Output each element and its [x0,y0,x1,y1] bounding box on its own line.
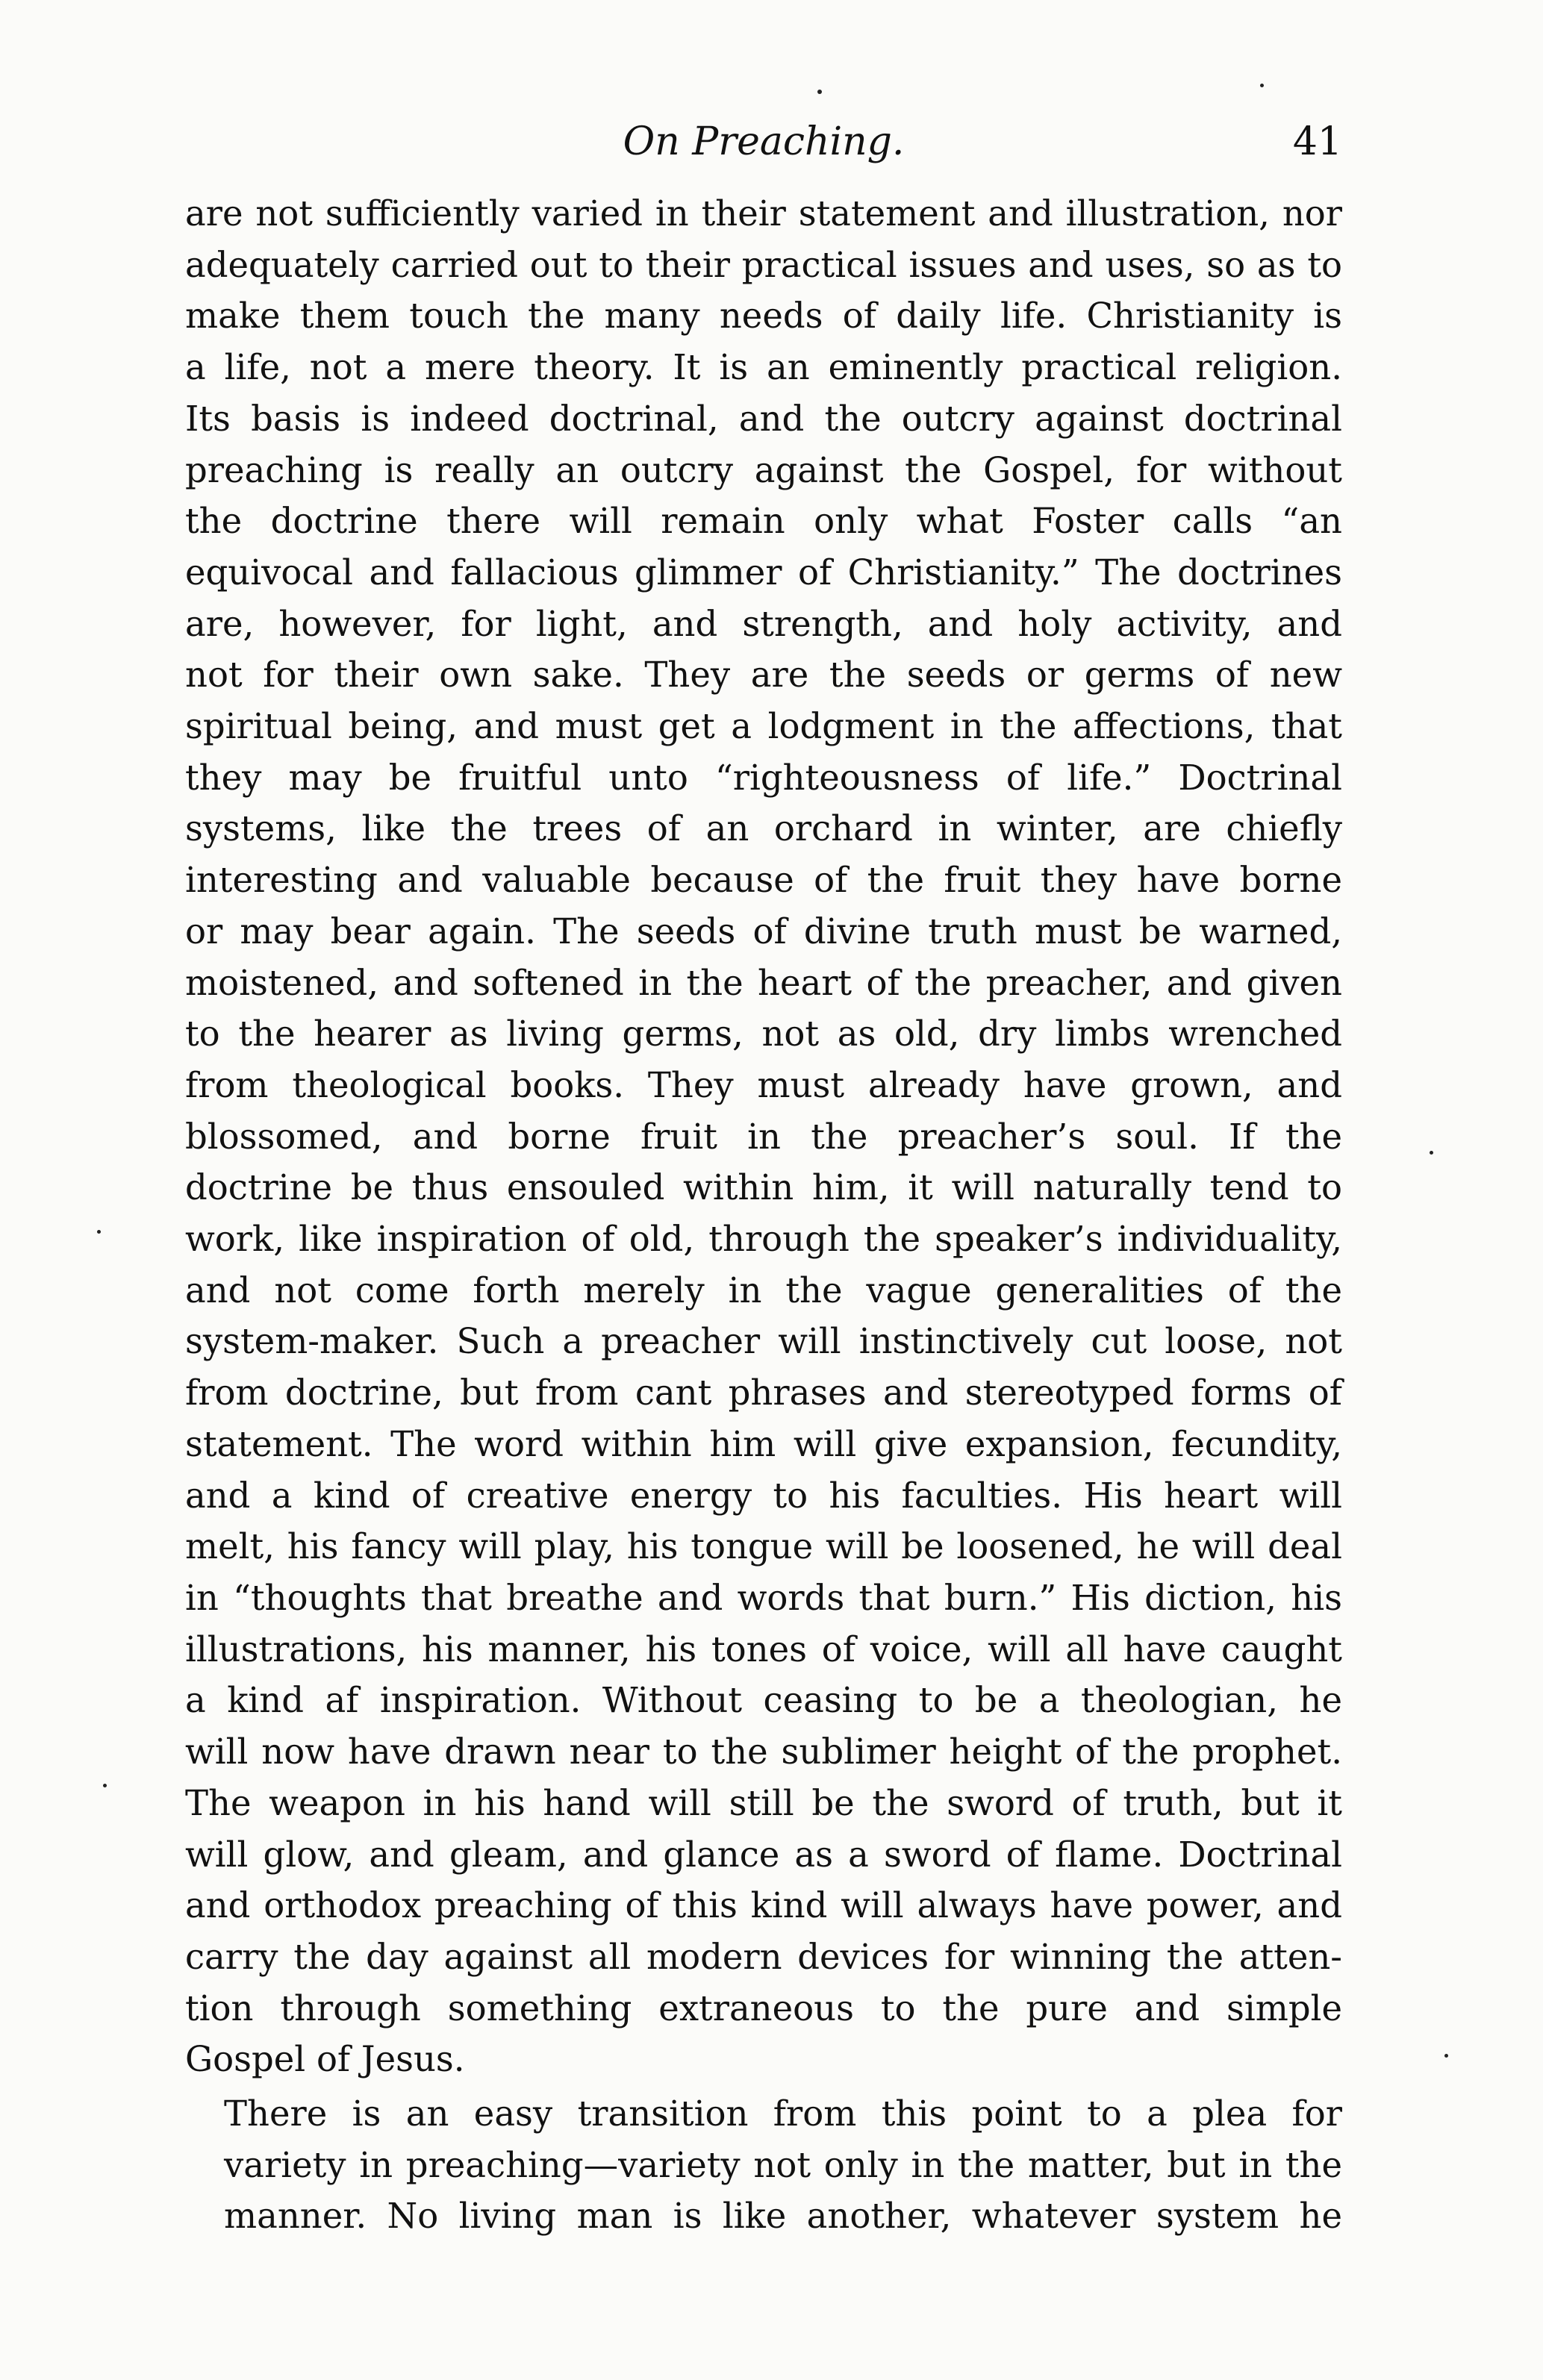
text-line: will glow, and gleam, and glance as a sword of flame. Doctrinal [185,1834,1342,1875]
text-line: from theological books. They must already have grown, and [185,1064,1342,1105]
text-line: work, like inspiration of old, through the speaker’s individuality, [185,1219,1342,1260]
text-line: from doctrine, but from cant phrases and stereotyped forms of [185,1372,1342,1414]
text-line: equivocal and fallacious glimmer of Christianity.” The doctrines [185,552,1342,593]
text-line: Gospel of Jesus. [185,2039,465,2080]
page-header [185,112,1342,172]
scan-speck [817,90,822,94]
text-line: statement. The word within him will give expansion, fecundity, [185,1423,1342,1464]
scan-speck [1260,84,1264,87]
text-line: the doctrine there will remain only what Foster calls “an [185,501,1342,542]
text-line: a life, not a mere theory. It is an eminently practical religion. [185,347,1342,388]
text-line: will now have drawn near to the sublimer height of the prophet. [185,1731,1342,1772]
text-line: make them touch the many needs of daily life. Christianity is [185,296,1342,337]
text-line: and a kind of creative energy to his faculties. His heart will [185,1475,1342,1516]
text-line: are, however, for light, and strength, and holy activity, and [185,603,1342,644]
text-line: adequately carried out to their practical issues and uses, so as to [185,244,1342,285]
text-line: they may be fruitful unto “righteousness of life.” Doctrinal [185,757,1342,798]
running-title: On Preaching. [623,119,905,164]
paragraph [185,2088,1342,2242]
text-line: There is an easy transition from this point to a plea for [224,2093,1342,2134]
scan-speck [103,1784,107,1787]
text-line: variety in preaching—variety not only in the matter, but in the [224,2144,1342,2185]
text-line: systems, like the trees of an orchard in winter, are chiefly [185,808,1342,849]
text-line: or may bear again. The seeds of divine truth must be warned, [185,911,1342,952]
scan-speck [1444,2054,1448,2058]
text-line: Its basis is indeed doctrinal, and the outcry against doctrinal [185,398,1342,439]
page-number: 41 [1292,119,1342,164]
text-line: carry the day against all modern devices for winning the atten- [185,1936,1342,1977]
text-line: interesting and valuable because of the fruit they have borne [185,860,1342,901]
text-line: tion through something extraneous to the pure and simple [185,1987,1342,2028]
text-line: moistened, and softened in the heart of the preacher, and given [185,962,1342,1003]
text-line: a kind af inspiration. Without ceasing to be a theologian, he [185,1680,1342,1721]
text-line: in “thoughts that breathe and words that burn.” His diction, his [185,1577,1342,1618]
scan-speck [97,1230,101,1234]
text-line: doctrine be thus ensouled within him, it will naturally tend to [185,1167,1342,1208]
text-line: not for their own sake. They are the seeds or germs of new [185,655,1342,696]
text-line: melt, his fancy will play, his tongue will be loosened, he will deal [185,1526,1342,1567]
paragraph [185,188,1342,2085]
text-line: blossomed, and borne fruit in the preacher’s soul. If the [185,1116,1342,1157]
text-line: manner. No living man is like another, whatever system he [224,2196,1342,2237]
text-line: spiritual being, and must get a lodgment in the affections, that [185,706,1342,747]
text-line: to the hearer as living germs, not as old, dry limbs wrenched [185,1013,1342,1055]
text-line: The weapon in his hand will still be the sword of truth, but it [185,1782,1342,1823]
text-line: and orthodox preaching of this kind will always have power, and [185,1885,1342,1926]
scan-speck [1430,1151,1433,1155]
text-line: preaching is really an outcry against the Gospel, for without [185,449,1342,490]
text-line: illustrations, his manner, his tones of voice, will all have caught [185,1628,1342,1670]
text-line: and not come forth merely in the vague generalities of the [185,1269,1342,1311]
text-line: system-maker. Such a preacher will instinctively cut loose, not [185,1321,1342,1362]
body-text [185,188,1342,2242]
text-line: are not sufficiently varied in their statement and illustration, nor [185,193,1342,234]
